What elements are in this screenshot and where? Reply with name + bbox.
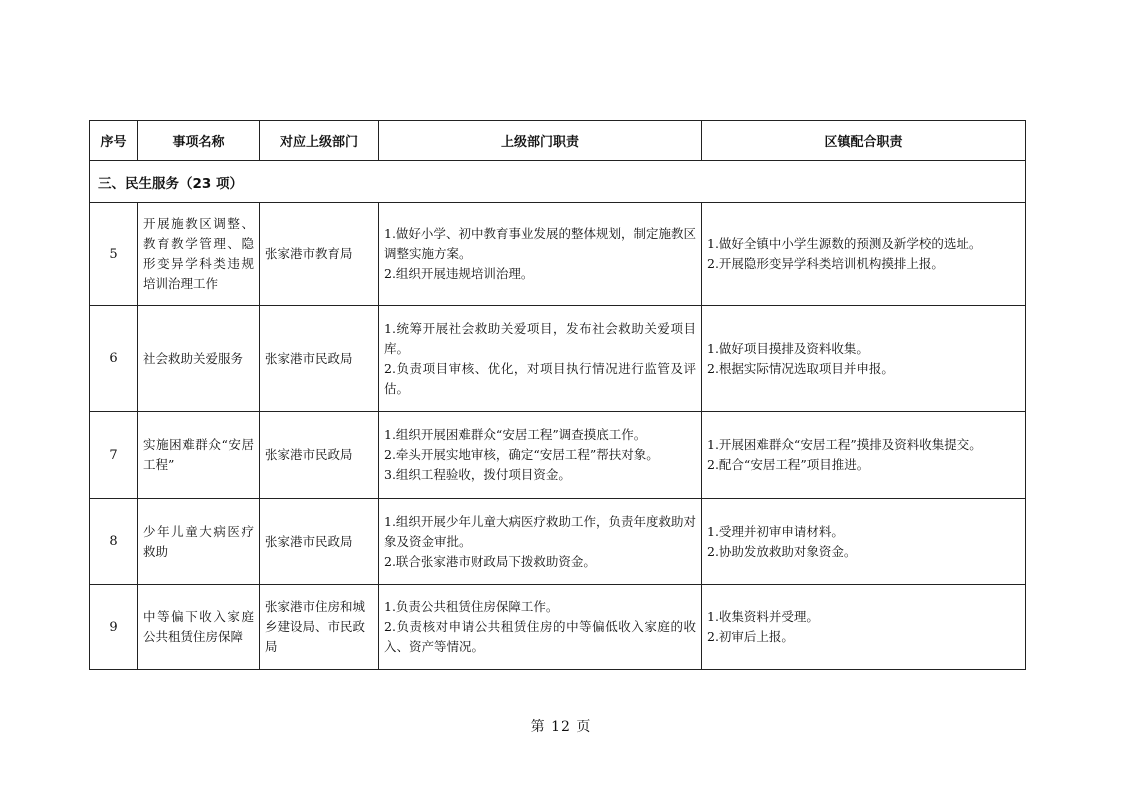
row-upper-duty [379,306,702,412]
duty-line: 1.开展困难群众“安居工程”摸排及资料收集提交。 [707,437,982,452]
row-local-duty [702,203,1026,306]
duty-line: 2.协助发放救助对象资金。 [707,543,857,559]
row-upper-dept: 张家港市住房和城乡建设局、市民政局 [260,585,379,670]
duty-line: 1.做好全镇中小学生源数的预测及新学校的选址。 [707,236,982,251]
row-upper-duty [379,585,702,670]
row-local-duty [702,306,1026,412]
header-upper-dept: 对应上级部门 [260,121,379,161]
duty-line: 2.联合张家港市财政局下拨救助资金。 [384,553,596,569]
row-upper-dept: 张家港市教育局 [260,203,379,306]
duty-line: 2.负责核对申请公共租赁住房的中等偏低收入家庭的收入、资产等情况。 [384,619,696,654]
row-upper-dept: 张家港市民政局 [260,499,379,585]
header-row [90,121,1026,161]
section-title: 三、民生服务（23 项） [90,161,1026,203]
row-no: 8 [90,499,138,585]
duty-line: 1.组织开展少年儿童大病医疗救助工作，负责年度救助对象及资金审批。 [384,513,696,549]
row-no: 9 [90,585,138,670]
row-local-duty [702,412,1026,499]
row-item-name: 实施困难群众“安居工程” [138,412,260,499]
duty-line: 2.组织开展违规培训治理。 [384,266,534,281]
row-item-name: 开展施教区调整、教育教学管理、隐形变异学科类违规培训治理工作 [138,203,260,306]
row-item-name: 少年儿童大病医疗救助 [138,499,260,585]
row-upper-dept: 张家港市民政局 [260,306,379,412]
duty-line: 1.负责公共租赁住房保障工作。 [384,599,559,614]
row-upper-duty [379,499,702,585]
duty-line: 1.受理并初审申请材料。 [707,523,844,539]
row-no: 7 [90,412,138,499]
row-no: 6 [90,306,138,412]
page-number: 第 12 页 [530,719,592,735]
header-upper-duty: 上级部门职责 [379,121,702,161]
duty-line: 1.做好小学、初中教育事业发展的整体规划，制定施教区调整实施方案。 [384,226,696,261]
table-row [90,585,1026,670]
row-upper-duty [379,412,702,499]
header-item-name: 事项名称 [138,121,260,161]
responsibility-table-sheet [89,120,1025,670]
table-row [90,203,1026,306]
duty-line: 2.根据实际情况选取项目并申报。 [707,360,894,376]
duty-line: 1.组织开展困难群众“安居工程”调查摸底工作。 [384,427,647,442]
section-row [90,161,1026,203]
duty-line: 2.负责项目审核、优化，对项目执行情况进行监管及评估。 [384,360,696,396]
row-no: 5 [90,203,138,306]
duty-line: 1.收集资料并受理。 [707,609,819,624]
duty-line: 2.牵头开展实地审核，确定“安居工程”帮扶对象。 [384,447,659,462]
duty-line: 1.做好项目摸排及资料收集。 [707,340,869,356]
row-item-name: 社会救助关爱服务 [138,306,260,412]
table-row [90,412,1026,499]
row-item-name: 中等偏下收入家庭公共租赁住房保障 [138,585,260,670]
duty-line: 3.组织工程验收，拨付项目资金。 [384,467,571,482]
responsibility-table [89,120,1026,670]
row-local-duty [702,585,1026,670]
row-local-duty [702,499,1026,585]
duty-line: 1.统筹开展社会救助关爱项目，发布社会救助关爱项目库。 [384,320,696,356]
table-row [90,499,1026,585]
row-upper-duty [379,203,702,306]
row-upper-dept: 张家港市民政局 [260,412,379,499]
table-row [90,306,1026,412]
duty-line: 2.初审后上报。 [707,629,794,644]
header-no: 序号 [90,121,138,161]
duty-line: 2.配合“安居工程”项目推进。 [707,457,870,472]
header-local-duty: 区镇配合职责 [702,121,1026,161]
duty-line: 2.开展隐形变异学科类培训机构摸排上报。 [707,256,944,271]
